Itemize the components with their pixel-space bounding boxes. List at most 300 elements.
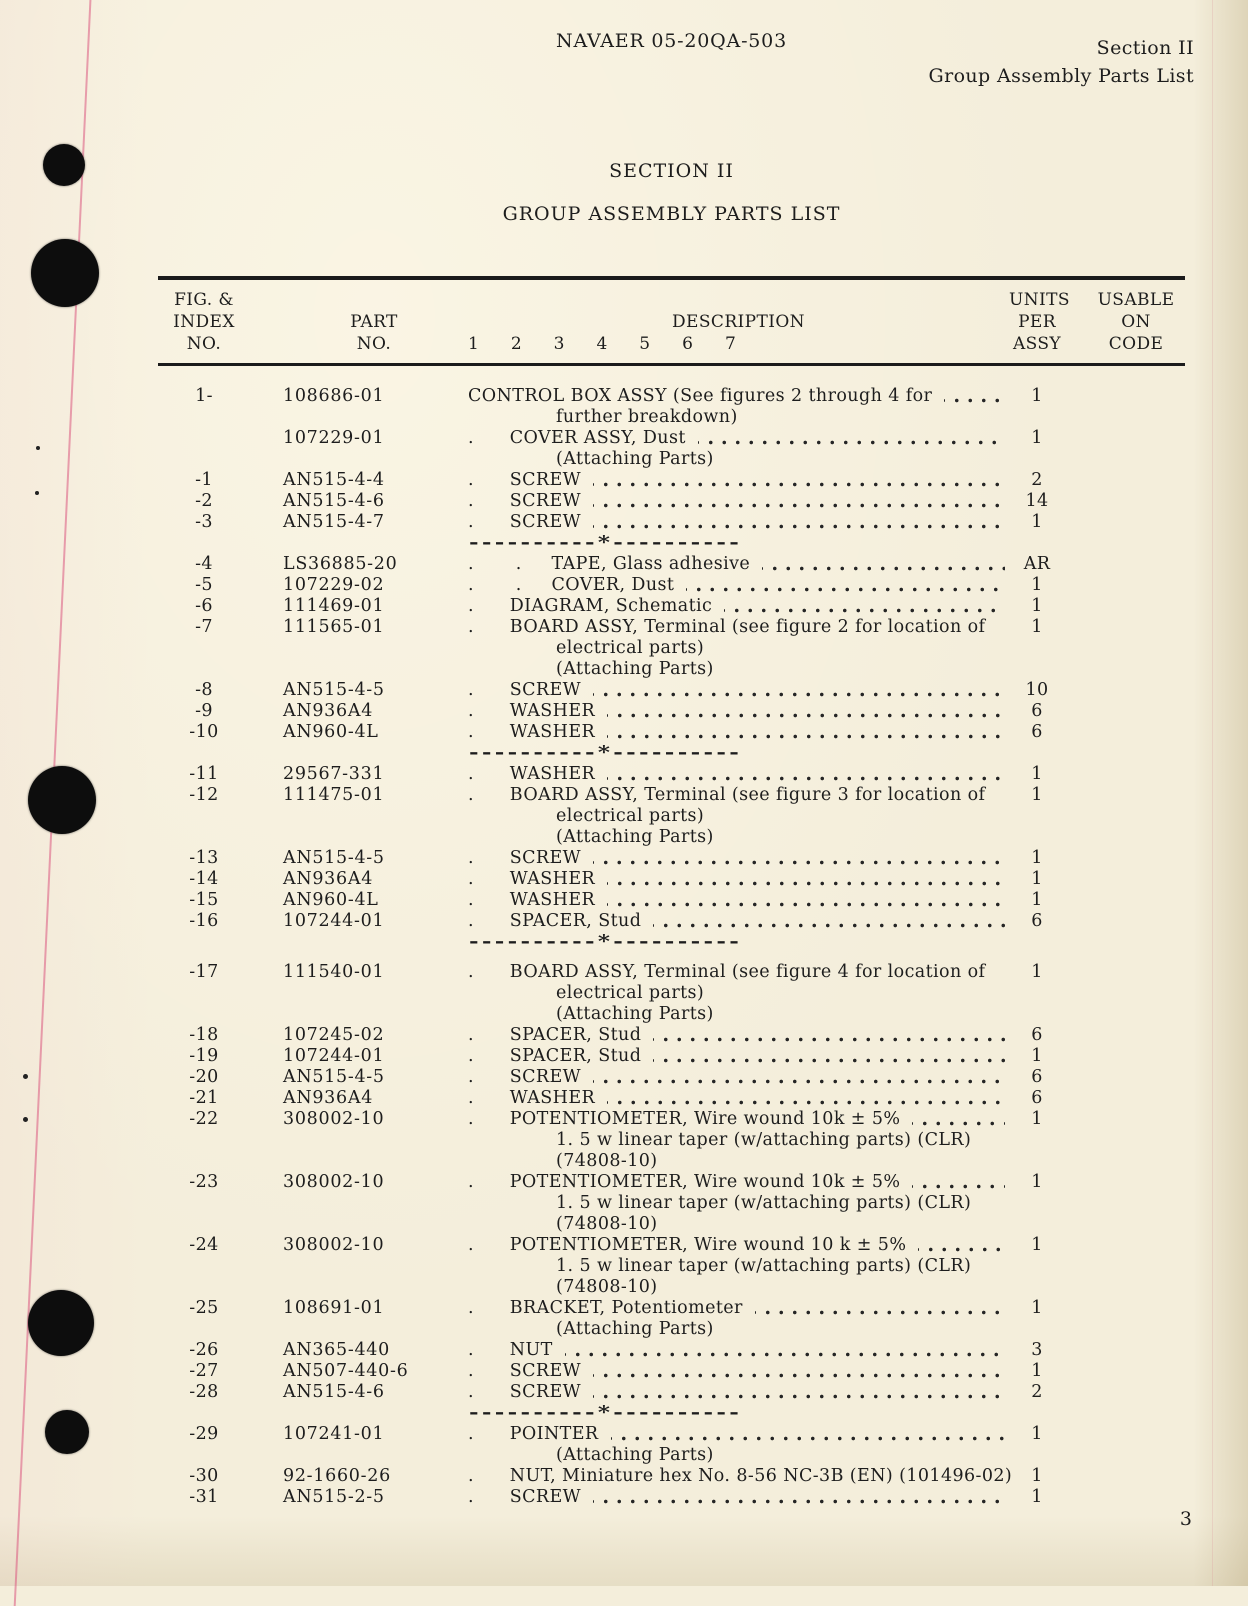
units-per-assy-cell: 10 xyxy=(1025,680,1049,700)
dot-leader xyxy=(593,1361,1005,1382)
ink-speck xyxy=(23,1117,28,1122)
column-header-fig-index xyxy=(158,289,250,355)
description-cell xyxy=(468,596,1009,617)
description-cell xyxy=(468,386,1009,428)
part-number-cell: 308002-10 xyxy=(283,1109,385,1129)
description-cell xyxy=(468,1466,1013,1487)
units-per-assy-cell: 1 xyxy=(1031,848,1043,868)
units-per-assy-cell: 6 xyxy=(1031,911,1043,931)
description-text: . SPACER, Stud xyxy=(468,1046,642,1066)
units-per-assy-cell: 1 xyxy=(1031,1298,1043,1318)
part-number-cell: AN507-440-6 xyxy=(283,1361,409,1381)
units-per-assy-cell: 6 xyxy=(1031,1088,1043,1108)
units-per-assy-cell: 3 xyxy=(1031,1340,1043,1360)
part-number-cell: 107245-02 xyxy=(283,1025,385,1045)
description-cell xyxy=(468,890,1009,911)
header-line: ON xyxy=(1121,312,1151,332)
units-per-assy-cell: 1 xyxy=(1031,1487,1043,1507)
table-row xyxy=(158,1235,1185,1298)
description-text: . SCREW xyxy=(468,512,582,532)
part-number-cell: AN936A4 xyxy=(283,869,374,889)
part-number-cell: AN960-4L xyxy=(283,722,379,742)
header-line: NO. xyxy=(186,334,222,354)
units-per-assy-cell: 1 xyxy=(1031,1235,1043,1255)
description-continuation: electrical parts) xyxy=(556,983,705,1003)
fig-index-cell: -27 xyxy=(189,1361,219,1381)
dot-leader xyxy=(593,1382,1005,1403)
description-text: . WASHER xyxy=(468,764,596,784)
page-number: 3 xyxy=(1179,1508,1192,1530)
dot-leader xyxy=(593,680,1005,701)
description-cell xyxy=(468,1109,1009,1172)
fig-index-cell: -16 xyxy=(189,911,219,931)
units-per-assy-cell: 1 xyxy=(1031,1424,1043,1444)
ink-speck xyxy=(23,1074,28,1079)
table-row xyxy=(158,1466,1185,1487)
fig-index-cell: -13 xyxy=(189,848,219,868)
fig-index-cell: -30 xyxy=(189,1466,219,1486)
table-row xyxy=(158,764,1185,785)
description-continuation: (Attaching Parts) xyxy=(556,659,714,679)
header-line: NO. xyxy=(356,334,392,354)
dot-leader xyxy=(607,722,1005,743)
fig-index-cell: -9 xyxy=(195,701,213,721)
description-text: . WASHER xyxy=(468,1088,596,1108)
table-row xyxy=(158,1046,1185,1067)
table-row xyxy=(158,890,1185,911)
description-text: . SCREW xyxy=(468,1361,582,1381)
part-number-cell: AN515-4-7 xyxy=(283,512,385,532)
table-row xyxy=(158,386,1185,428)
table-row xyxy=(158,554,1185,575)
description-text: . BOARD ASSY, Terminal (see figure 2 for location of xyxy=(468,617,986,637)
dot-leader xyxy=(698,428,1005,449)
table-row xyxy=(158,848,1185,869)
fig-index-cell: -29 xyxy=(189,1424,219,1444)
fig-index-cell: -23 xyxy=(189,1172,219,1192)
units-per-assy-cell: 2 xyxy=(1031,1382,1043,1402)
units-per-assy-cell: 1 xyxy=(1031,890,1043,910)
attaching-parts-separator xyxy=(158,1403,1185,1424)
description-cell xyxy=(468,470,1009,491)
table-row xyxy=(158,680,1185,701)
table-row xyxy=(158,617,1185,680)
units-per-assy-cell: 6 xyxy=(1031,1025,1043,1045)
table-row xyxy=(158,1067,1185,1088)
header-line xyxy=(468,289,1009,311)
description-cell xyxy=(468,1067,1009,1088)
description-cell xyxy=(468,617,1009,680)
description-text: . SPACER, Stud xyxy=(468,911,642,931)
fig-index-cell: -17 xyxy=(189,962,219,982)
fig-index-cell: -6 xyxy=(195,596,213,616)
description-cell xyxy=(468,575,1009,596)
column-header-part-no xyxy=(250,289,468,355)
description-text: . DIAGRAM, Schematic xyxy=(468,596,713,616)
description-text: . BRACKET, Potentiometer xyxy=(468,1298,743,1318)
part-number-cell: AN960-4L xyxy=(283,890,379,910)
description-continuation: 1. 5 w linear taper (w/attaching parts) (CLR) xyxy=(556,1256,972,1276)
description-line xyxy=(468,1466,1013,1487)
part-number-cell: AN515-4-5 xyxy=(283,680,385,700)
table-row xyxy=(158,869,1185,890)
dot-leader xyxy=(607,869,1005,890)
part-number-cell: AN515-4-6 xyxy=(283,491,385,511)
description-line xyxy=(468,785,1009,806)
description-text: . SCREW xyxy=(468,1382,582,1402)
part-number-cell: 108691-01 xyxy=(283,1298,385,1318)
description-continuation: 1. 5 w linear taper (w/attaching parts) (CLR) xyxy=(556,1130,972,1150)
section-subtitle: GROUP ASSEMBLY PARTS LIST xyxy=(502,203,841,225)
fig-index-cell: -31 xyxy=(189,1487,219,1507)
part-number-cell: 308002-10 xyxy=(283,1235,385,1255)
description-text: . . TAPE, Glass adhesive xyxy=(468,554,751,574)
dot-leader xyxy=(593,1487,1005,1508)
dot-leader xyxy=(918,1235,1005,1256)
part-number-cell: 111540-01 xyxy=(283,962,385,982)
description-line xyxy=(468,1172,1009,1193)
dot-leader xyxy=(912,1172,1005,1193)
description-line xyxy=(468,764,1009,785)
units-per-assy-cell: 1 xyxy=(1031,1046,1043,1066)
dot-leader xyxy=(653,1025,1005,1046)
description-line xyxy=(468,848,1009,869)
description-cell xyxy=(468,1487,1009,1508)
header-line xyxy=(280,289,468,311)
fig-index-cell: -7 xyxy=(195,617,213,637)
binder-hole xyxy=(31,239,99,307)
table-row xyxy=(158,512,1185,533)
part-number-cell: 111469-01 xyxy=(283,596,385,616)
table-row xyxy=(158,1361,1185,1382)
part-number-cell: 111475-01 xyxy=(283,785,385,805)
description-line xyxy=(468,428,1009,449)
fig-index-cell: -24 xyxy=(189,1235,219,1255)
description-cell xyxy=(468,491,1009,512)
attaching-parts-separator xyxy=(158,743,1185,764)
fig-index-cell: -26 xyxy=(189,1340,219,1360)
dot-leader xyxy=(607,890,1005,911)
units-per-assy-cell: 6 xyxy=(1031,701,1043,721)
right-rule-line xyxy=(1212,0,1213,1586)
fig-index-cell: -25 xyxy=(189,1298,219,1318)
document-number: NAVAER 05-20QA-503 xyxy=(556,30,787,52)
dot-leader xyxy=(944,386,1005,407)
description-line xyxy=(468,962,1009,983)
part-number-cell: 107229-01 xyxy=(283,428,385,448)
column-header-usable-on-code xyxy=(1065,289,1185,355)
description-continuation: (Attaching Parts) xyxy=(556,449,714,469)
units-per-assy-cell: 1 xyxy=(1031,428,1043,448)
part-number-cell: 107229-02 xyxy=(283,575,385,595)
description-cell xyxy=(468,1088,1009,1109)
table-row xyxy=(158,1487,1185,1508)
part-number-cell: LS36885-20 xyxy=(283,554,398,574)
description-cell xyxy=(468,1172,1009,1235)
units-per-assy-cell: 1 xyxy=(1031,1361,1043,1381)
ink-speck xyxy=(36,446,40,450)
units-per-assy-cell: 1 xyxy=(1031,1172,1043,1192)
description-text: . . COVER, Dust xyxy=(468,575,675,595)
dot-leader xyxy=(593,470,1005,491)
description-cell xyxy=(468,512,1009,533)
description-cell xyxy=(468,1361,1009,1382)
description-line xyxy=(468,1298,1009,1319)
description-text: . POTENTIOMETER, Wire wound 10 k ± 5% xyxy=(468,1235,907,1255)
fig-index-cell: -4 xyxy=(195,554,213,574)
fig-index-cell: -1 xyxy=(195,470,213,490)
dot-leader xyxy=(607,1088,1005,1109)
description-text: . WASHER xyxy=(468,890,596,910)
description-line xyxy=(468,1067,1009,1088)
description-text: . WASHER xyxy=(468,701,596,721)
binder-hole xyxy=(28,766,96,834)
table-row xyxy=(158,470,1185,491)
dot-leader xyxy=(611,1424,1005,1445)
description-line xyxy=(468,617,1009,638)
description-line xyxy=(468,512,1009,533)
header-line: INDEX xyxy=(173,312,235,332)
dot-leader xyxy=(593,848,1005,869)
description-continuation: (74808-10) xyxy=(556,1151,658,1171)
fig-index-cell: -21 xyxy=(189,1088,219,1108)
dot-leader xyxy=(607,701,1005,722)
part-number-cell: AN365-440 xyxy=(283,1340,390,1360)
separator-dashes: ----------*---------- xyxy=(469,743,743,763)
table-row xyxy=(158,1298,1185,1340)
table-row xyxy=(158,962,1185,1025)
part-number-cell: 308002-10 xyxy=(283,1172,385,1192)
units-per-assy-cell: 1 xyxy=(1031,575,1043,595)
description-line xyxy=(468,575,1009,596)
description-line xyxy=(468,869,1009,890)
description-text: . SCREW xyxy=(468,680,582,700)
part-number-cell: 29567-331 xyxy=(283,764,385,784)
description-text: . SCREW xyxy=(468,1067,582,1087)
description-cell xyxy=(468,869,1009,890)
units-per-assy-cell: 1 xyxy=(1031,764,1043,784)
description-continuation: (Attaching Parts) xyxy=(556,827,714,847)
fig-index-cell: -3 xyxy=(195,512,213,532)
indenture-levels: 1 2 3 4 5 6 7 xyxy=(468,334,737,354)
part-number-cell: 107241-01 xyxy=(283,1424,385,1444)
fig-index-cell: 1- xyxy=(195,386,213,406)
header-line: USABLE xyxy=(1097,290,1175,310)
table-row xyxy=(158,1088,1185,1109)
description-text: . POINTER xyxy=(468,1424,599,1444)
description-line xyxy=(468,1046,1009,1067)
dot-leader xyxy=(593,1067,1005,1088)
header-line: UNITS xyxy=(1009,290,1070,310)
header-line: CODE xyxy=(1108,334,1164,354)
dot-leader xyxy=(593,491,1005,512)
description-text: . SCREW xyxy=(468,1487,582,1507)
part-number-cell: AN936A4 xyxy=(283,1088,374,1108)
part-number-cell: AN515-4-5 xyxy=(283,848,385,868)
description-text: . COVER ASSY, Dust xyxy=(468,428,686,448)
description-line xyxy=(468,701,1009,722)
units-per-assy-cell: 1 xyxy=(1031,1466,1043,1486)
description-line xyxy=(468,596,1009,617)
part-number-cell: AN515-4-5 xyxy=(283,1067,385,1087)
description-text: . BOARD ASSY, Terminal (see figure 4 for location of xyxy=(468,962,986,982)
table-row xyxy=(158,701,1185,722)
part-number-cell: 108686-01 xyxy=(283,386,385,406)
description-line xyxy=(468,1109,1009,1130)
description-line xyxy=(468,1424,1009,1445)
table-row xyxy=(158,911,1185,932)
fig-index-cell: -5 xyxy=(195,575,213,595)
description-line xyxy=(468,911,1009,932)
binder-hole xyxy=(43,144,85,186)
fig-index-cell: -8 xyxy=(195,680,213,700)
binder-hole xyxy=(45,1410,89,1454)
description-cell xyxy=(468,911,1009,932)
table-row xyxy=(158,1025,1185,1046)
description-continuation: (74808-10) xyxy=(556,1277,658,1297)
table-row xyxy=(158,1340,1185,1361)
dot-leader xyxy=(912,1109,1005,1130)
part-number-cell: AN515-2-5 xyxy=(283,1487,385,1507)
description-cell xyxy=(468,428,1009,470)
fig-index-cell: -10 xyxy=(189,722,219,742)
description-cell xyxy=(468,764,1009,785)
running-header xyxy=(929,34,1194,90)
attaching-parts-separator xyxy=(158,533,1185,554)
fig-index-cell: -11 xyxy=(189,764,219,784)
dot-leader xyxy=(653,1046,1005,1067)
header-line: PER xyxy=(1018,312,1056,332)
description-text: CONTROL BOX ASSY (See figures 2 through 4 for xyxy=(468,386,933,406)
description-label: DESCRIPTION xyxy=(672,312,805,332)
description-cell xyxy=(468,1424,1009,1466)
dot-leader xyxy=(762,554,1005,575)
dot-leader xyxy=(686,575,1005,596)
description-line xyxy=(468,386,1009,407)
fig-index-cell: -2 xyxy=(195,491,213,511)
description-continuation: (Attaching Parts) xyxy=(556,1445,714,1465)
units-per-assy-cell: 6 xyxy=(1031,722,1043,742)
dot-leader xyxy=(565,1340,1005,1361)
units-per-assy-cell: 1 xyxy=(1031,617,1043,637)
units-per-assy-cell: 1 xyxy=(1031,785,1043,805)
units-per-assy-cell: 6 xyxy=(1031,1067,1043,1087)
description-continuation: (74808-10) xyxy=(556,1214,658,1234)
parts-table xyxy=(158,276,1185,1508)
table-row xyxy=(158,428,1185,470)
separator-dashes: ----------*---------- xyxy=(469,533,743,553)
description-text: . NUT xyxy=(468,1340,553,1360)
column-header-description xyxy=(468,289,1009,355)
description-cell xyxy=(468,1025,1009,1046)
parts-table-body xyxy=(158,366,1185,1508)
table-row xyxy=(158,722,1185,743)
part-number-cell: 107244-01 xyxy=(283,911,385,931)
part-number-cell: AN936A4 xyxy=(283,701,374,721)
description-cell xyxy=(468,722,1009,743)
description-cell xyxy=(468,701,1009,722)
description-line xyxy=(468,680,1009,701)
description-text: . SCREW xyxy=(468,470,582,490)
part-number-cell: AN515-4-4 xyxy=(283,470,385,490)
table-header xyxy=(158,276,1185,366)
description-text: . WASHER xyxy=(468,722,596,742)
units-per-assy-cell: 1 xyxy=(1031,962,1043,982)
description-line xyxy=(468,491,1009,512)
description-text: . POTENTIOMETER, Wire wound 10k ± 5% xyxy=(468,1109,901,1129)
description-text: . SCREW xyxy=(468,848,582,868)
description-line xyxy=(468,1025,1009,1046)
column-header-units xyxy=(1009,289,1070,355)
description-line xyxy=(468,1088,1009,1109)
section-title: SECTION II xyxy=(609,160,734,182)
units-per-assy-cell: 1 xyxy=(1031,596,1043,616)
fig-index-cell: -22 xyxy=(189,1109,219,1129)
description-line xyxy=(468,1235,1009,1256)
description-line xyxy=(468,1340,1009,1361)
description-cell xyxy=(468,1235,1009,1298)
description-cell xyxy=(468,1046,1009,1067)
description-continuation: electrical parts) xyxy=(556,638,705,658)
description-line xyxy=(468,890,1009,911)
table-row xyxy=(158,596,1185,617)
part-number-cell: 111565-01 xyxy=(283,617,385,637)
dot-leader xyxy=(607,764,1005,785)
dot-leader xyxy=(593,512,1005,533)
fig-index-cell: -12 xyxy=(189,785,219,805)
description-line xyxy=(468,1361,1009,1382)
description-cell xyxy=(468,785,1009,848)
separator-dashes: ----------*---------- xyxy=(469,932,743,952)
table-row xyxy=(158,575,1185,596)
units-per-assy-cell: 1 xyxy=(1031,1109,1043,1129)
dot-leader xyxy=(724,596,1005,617)
ink-speck xyxy=(35,491,39,495)
fig-index-cell: -28 xyxy=(189,1382,219,1402)
part-number-cell: 107244-01 xyxy=(283,1046,385,1066)
header-line: PART xyxy=(350,312,398,332)
separator-dashes: ----------*---------- xyxy=(469,1403,743,1423)
table-row xyxy=(158,1424,1185,1466)
units-per-assy-cell: 1 xyxy=(1031,869,1043,889)
description-continuation: (Attaching Parts) xyxy=(556,1319,714,1339)
description-cell xyxy=(468,680,1009,701)
attaching-parts-separator xyxy=(158,932,1185,953)
fig-index-cell: -18 xyxy=(189,1025,219,1045)
description-cell xyxy=(468,554,1009,575)
table-row xyxy=(158,491,1185,512)
description-cell xyxy=(468,1340,1009,1361)
description-continuation: (Attaching Parts) xyxy=(556,1004,714,1024)
description-cell xyxy=(468,848,1009,869)
running-header-section: Section II xyxy=(1096,37,1194,59)
description-continuation: 1. 5 w linear taper (w/attaching parts) (CLR) xyxy=(556,1193,972,1213)
units-per-assy-cell: 14 xyxy=(1025,491,1049,511)
table-row xyxy=(158,1109,1185,1172)
table-row xyxy=(158,1172,1185,1235)
description-text: . POTENTIOMETER, Wire wound 10k ± 5% xyxy=(468,1172,901,1192)
header-line: FIG. & xyxy=(174,290,234,310)
description-line xyxy=(468,1382,1009,1403)
table-row xyxy=(158,785,1185,848)
description-line xyxy=(468,554,1009,575)
fig-index-cell: -15 xyxy=(189,890,219,910)
running-header-title: Group Assembly Parts List xyxy=(928,65,1194,87)
dot-leader xyxy=(755,1298,1005,1319)
units-per-assy-cell: AR xyxy=(1023,554,1051,574)
description-text: . WASHER xyxy=(468,869,596,889)
description-text: . BOARD ASSY, Terminal (see figure 3 for location of xyxy=(468,785,986,805)
